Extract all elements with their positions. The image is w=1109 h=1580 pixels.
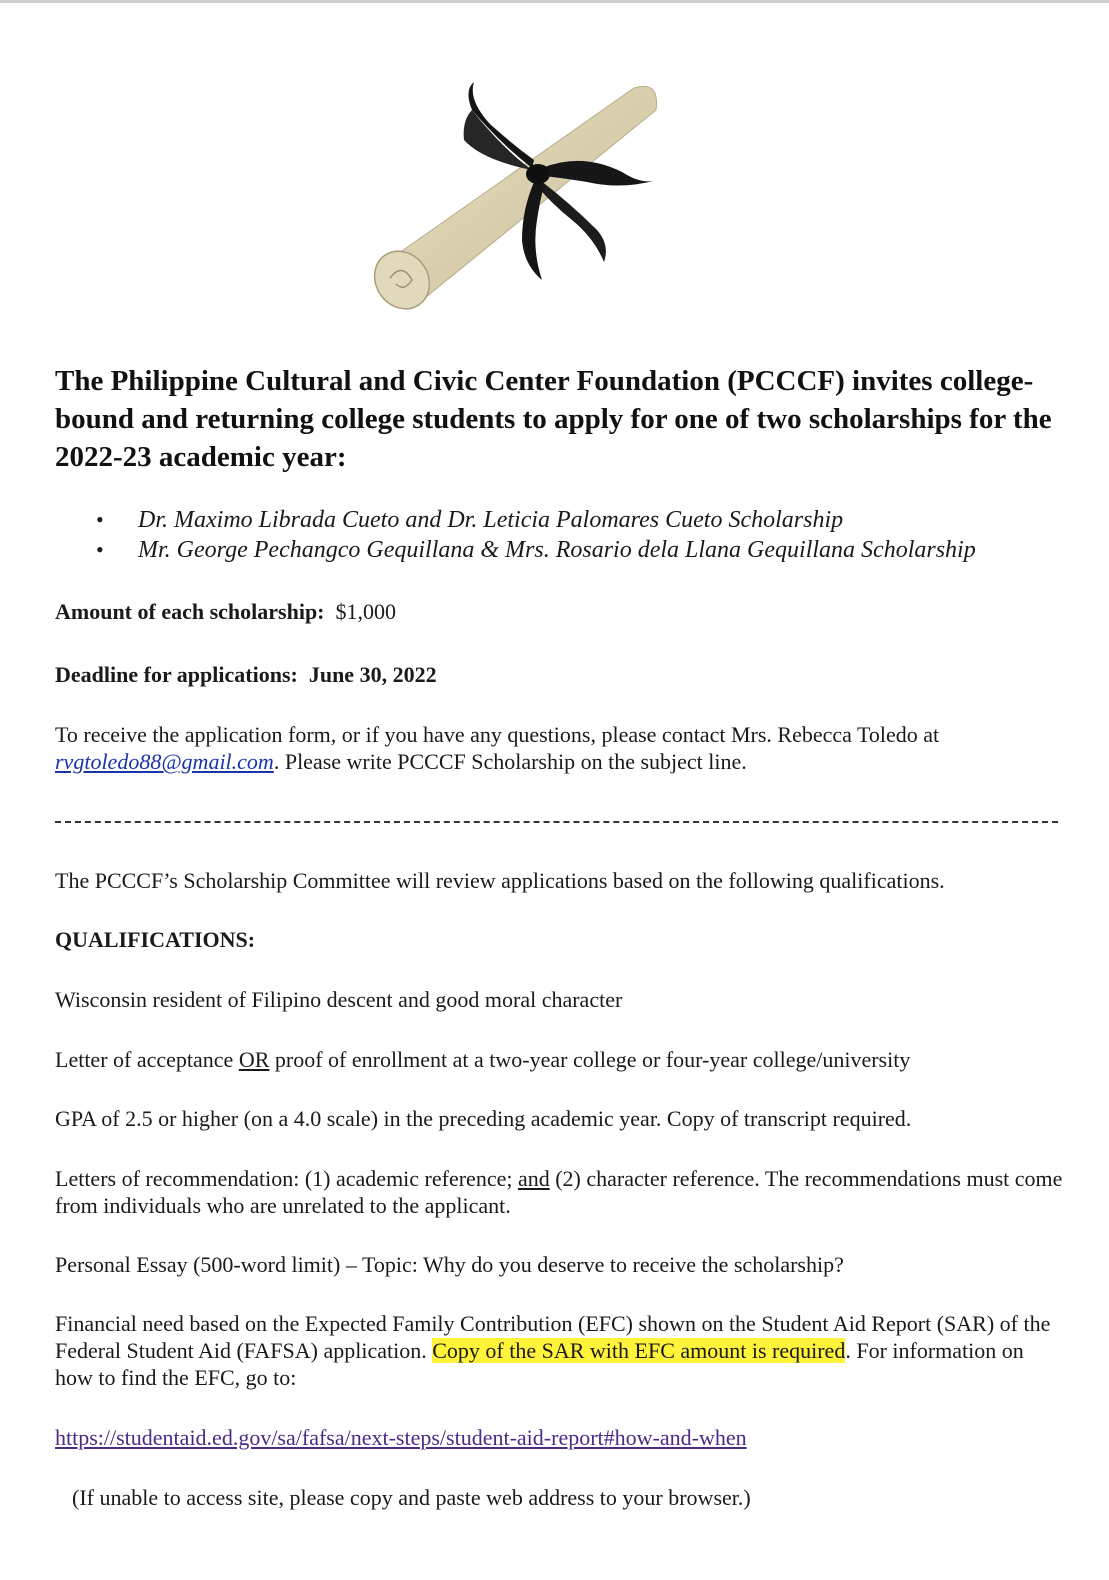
review-text: The PCCCF’s Scholarship Committee will review applications based on the following qualifications. <box>55 868 945 893</box>
qualification-letters <box>55 1165 1065 1219</box>
studentaid-link[interactable]: https://studentaid.ed.gov/sa/fafsa/next-steps/student-aid-report#how-and-when <box>55 1425 747 1450</box>
qualification-gpa: GPA of 2.5 or higher (on a 4.0 scale) in the preceding academic year. Copy of transcript required. <box>55 1106 912 1131</box>
url-note: (If unable to access site, please copy and paste web address to your browser.) <box>72 1485 751 1510</box>
contact-paragraph <box>55 721 1065 775</box>
letters-and: and <box>517 1166 550 1191</box>
scholarship-list <box>96 505 976 565</box>
deadline-label: Deadline for applications: <box>55 662 298 687</box>
highlighted-requirement: Copy of the SAR with EFC amount is required <box>432 1338 846 1363</box>
contact-text-after: . Please write PCCCF Scholarship on the subject line. <box>273 749 747 774</box>
letters-text: Letters of recommendation: (1) academic reference; <box>55 1166 518 1191</box>
qualifications-heading: QUALIFICATIONS: <box>55 927 256 952</box>
email-link[interactable]: rvgtoledo88@gmail.com <box>55 749 274 774</box>
qualification-acceptance <box>55 1046 1065 1073</box>
scholarship-item: • Mr. George Pechangco Gequillana & Mrs. Rosario dela Llana Gequillana Scholarship <box>96 535 976 565</box>
contact-text: To receive the application form, or if you have any questions, please contact Mrs. Rebecca Toledo at <box>55 722 940 747</box>
top-border <box>0 0 1109 3</box>
scholarship-item: • Dr. Maximo Librada Cueto and Dr. Leticia Palomares Cueto Scholarship <box>96 505 976 535</box>
financial-text-after: . For information on how to find the EFC, go to: <box>55 1338 1024 1390</box>
letters-text-after: (2) character reference. The recommendations must come from individuals who are unrelated to the applicant. <box>55 1166 1063 1218</box>
diploma-scroll-icon <box>372 40 672 310</box>
qualification-financial <box>55 1310 1065 1391</box>
amount-line <box>55 598 1065 625</box>
acceptance-or: OR <box>238 1047 270 1072</box>
deadline-value: June 30, 2022 <box>308 662 437 687</box>
acceptance-text: Letter of acceptance <box>55 1047 239 1072</box>
acceptance-text-after: proof of enrollment at a two-year college or four-year college/university <box>269 1047 911 1072</box>
financial-text: Financial need based on the Expected Family Contribution (EFC) shown on the Student Aid Report (SAR) of the Federal Student Aid (FAFSA) application. <box>55 1311 1051 1363</box>
amount-value: $1,000 <box>335 599 397 624</box>
dashed-divider <box>55 821 1058 823</box>
studentaid-url-line <box>55 1424 1065 1451</box>
qualification-residency: Wisconsin resident of Filipino descent and good moral character <box>55 987 623 1012</box>
deadline-line <box>55 661 1065 688</box>
amount-label: Amount of each scholarship: <box>55 599 325 624</box>
qualification-essay: Personal Essay (500-word limit) – Topic: Why do you deserve to receive the scholarship? <box>55 1252 844 1277</box>
page-title: The Philippine Cultural and Civic Center Foundation (PCCCF) invites college-bound and returning college students to apply for one of two scholarships for the 2022-23 academic year: <box>55 365 1052 473</box>
